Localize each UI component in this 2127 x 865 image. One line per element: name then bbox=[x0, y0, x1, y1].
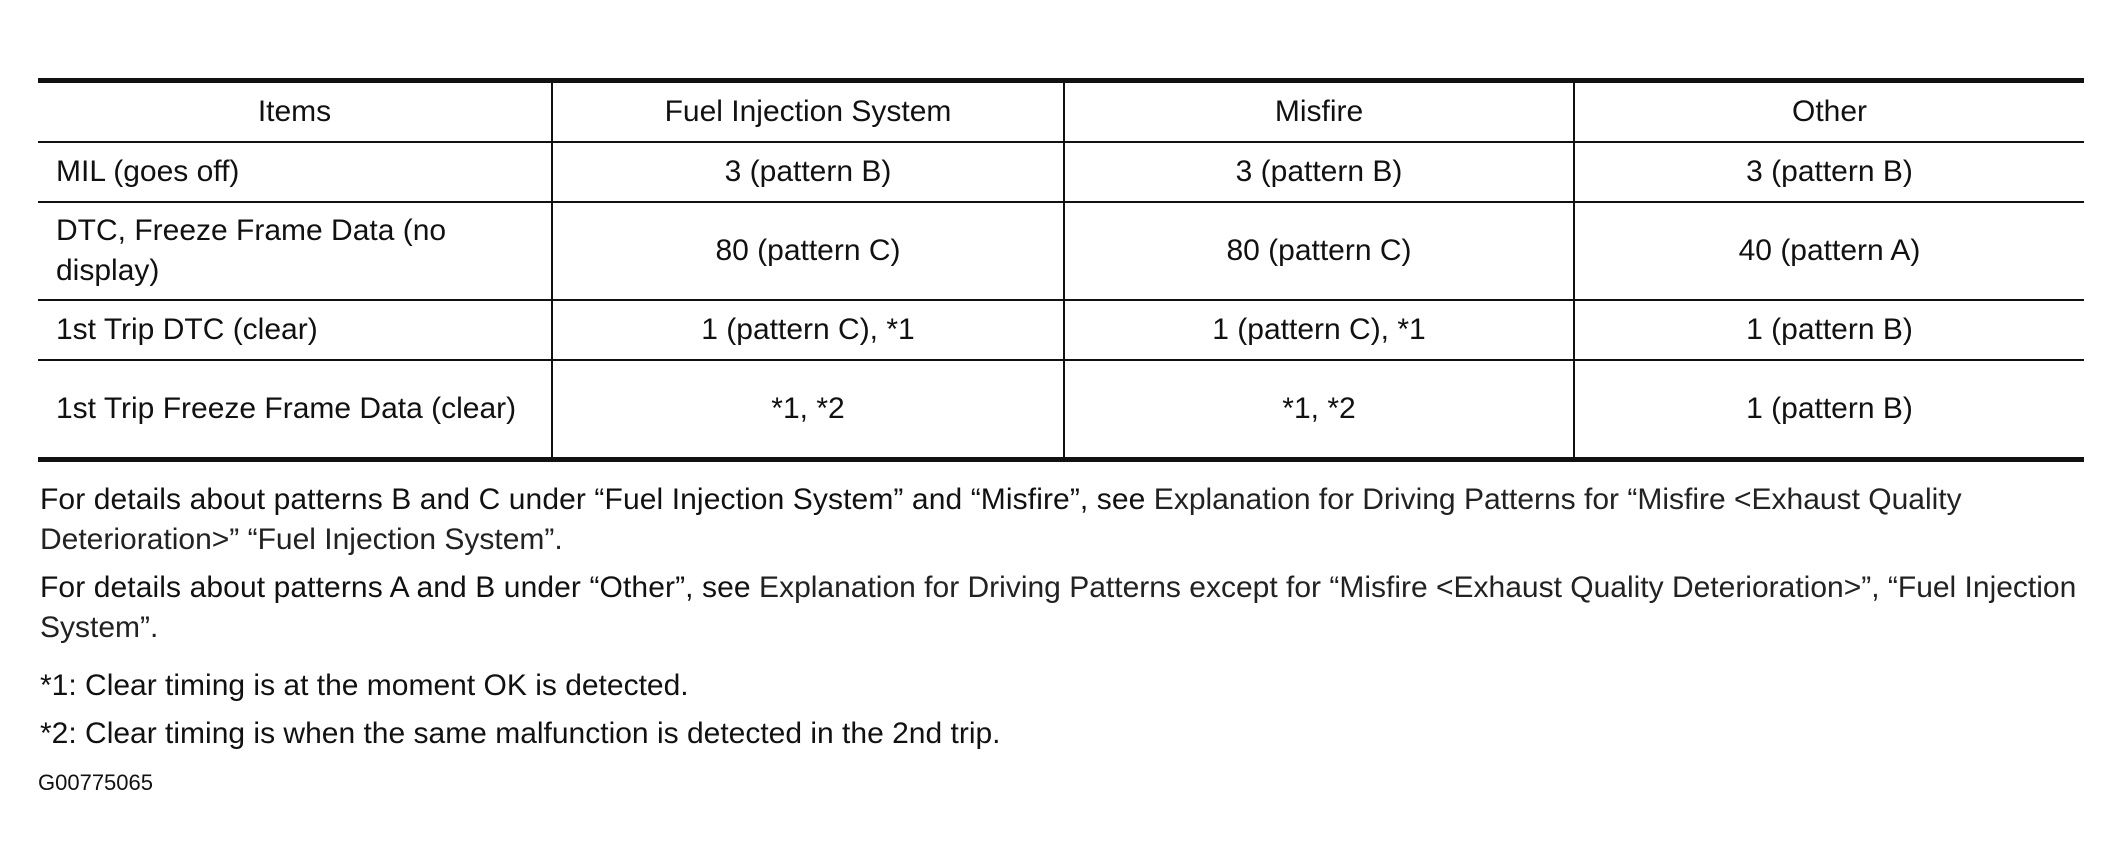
row-item-label: 1st Trip Freeze Frame Data (clear) bbox=[38, 360, 552, 460]
row-item-label: MIL (goes off) bbox=[38, 142, 552, 202]
header-fuel-injection-system: Fuel Injection System bbox=[552, 81, 1064, 143]
note-lead-text: For details about patterns A and B under “Other”, see bbox=[40, 571, 751, 604]
cell-fuel-injection: 1 (pattern C), *1 bbox=[552, 300, 1064, 360]
cell-misfire: *1, *2 bbox=[1064, 360, 1574, 460]
table-row bbox=[38, 142, 2084, 202]
cell-fuel-injection: 3 (pattern B) bbox=[552, 142, 1064, 202]
table-row bbox=[38, 300, 2084, 360]
driving-pattern-table-container bbox=[38, 78, 2084, 462]
cell-other: 1 (pattern B) bbox=[1574, 360, 2084, 460]
figure-code: G00775065 bbox=[38, 770, 153, 795]
cell-other: 3 (pattern B) bbox=[1574, 142, 2084, 202]
note-lead-text: For details about patterns B and C under “Fuel Injection System” and “Misfire”, see bbox=[40, 483, 1146, 516]
table-notes bbox=[40, 480, 2110, 754]
cell-fuel-injection: *1, *2 bbox=[552, 360, 1064, 460]
cell-misfire: 3 (pattern B) bbox=[1064, 142, 1574, 202]
note-reference-link: Explanation for Driving Patterns for “Misfire <Exhaust Quality Deterioration>” “Fuel Injection System”. bbox=[40, 483, 1962, 556]
cell-other: 1 (pattern B) bbox=[1574, 300, 2084, 360]
row-item-label: DTC, Freeze Frame Data (no display) bbox=[38, 202, 552, 300]
note-patterns-a-b bbox=[40, 568, 2110, 648]
header-misfire: Misfire bbox=[1064, 81, 1574, 143]
cell-misfire: 1 (pattern C), *1 bbox=[1064, 300, 1574, 360]
note-reference-link: Explanation for Driving Patterns except for “Misfire <Exhaust Quality Deterioration>”, “Fuel Injection System”. bbox=[40, 571, 2077, 644]
cell-other: 40 (pattern A) bbox=[1574, 202, 2084, 300]
cell-fuel-injection: 80 (pattern C) bbox=[552, 202, 1064, 300]
table-row bbox=[38, 360, 2084, 460]
header-other: Other bbox=[1574, 81, 2084, 143]
footnote-2: *2: Clear timing is when the same malfunction is detected in the 2nd trip. bbox=[40, 717, 1001, 750]
cell-misfire: 80 (pattern C) bbox=[1064, 202, 1574, 300]
row-item-label: 1st Trip DTC (clear) bbox=[38, 300, 552, 360]
table-header-row bbox=[38, 81, 2084, 143]
footnote-1: *1: Clear timing is at the moment OK is detected. bbox=[40, 669, 689, 702]
driving-pattern-table bbox=[38, 78, 2084, 462]
note-patterns-b-c bbox=[40, 480, 2110, 560]
table-row bbox=[38, 202, 2084, 300]
header-items: Items bbox=[38, 81, 552, 143]
